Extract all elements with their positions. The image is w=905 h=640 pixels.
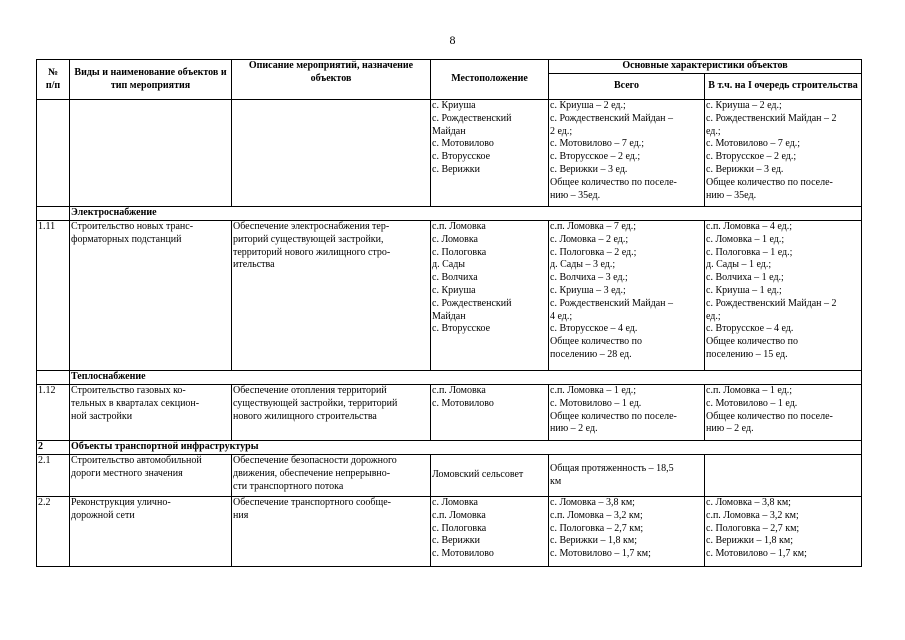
cell-line: с. Верижки – 3 ед. — [550, 163, 628, 175]
cell-line: форматорных подстанций — [71, 233, 182, 245]
cell-line: с. Пологовка – 2,7 км; — [550, 522, 644, 534]
cell-line: с. Верижки — [432, 535, 481, 547]
desc-cell — [232, 455, 431, 497]
total-cell — [549, 100, 705, 207]
table-row — [37, 100, 862, 207]
cell-line: территорий нового жилищного стро- — [233, 246, 391, 258]
cell-line: Реконструкция улично- — [71, 497, 171, 508]
cell-line: Общее количество по поселе- — [550, 410, 677, 422]
location-cell — [431, 100, 549, 207]
cell-line: с. Мотовилово – 7 ед.; — [706, 138, 801, 150]
total-cell — [549, 385, 705, 441]
row-number: 2 — [37, 441, 70, 455]
cell-line: с. Верижки – 3 ед. — [706, 163, 784, 175]
cell-line: ительства — [233, 259, 275, 271]
kind-cell — [70, 497, 232, 567]
cell-line: с. Ломовка — [432, 233, 478, 245]
header-location: Местоположение — [431, 60, 549, 100]
cell-line: дороги местного значения — [71, 467, 183, 479]
cell-line: д. Сады – 1 ед.; — [706, 259, 772, 271]
cell-line: поселению – 28 ед. — [550, 348, 632, 360]
cell-line: с. Криуша – 1 ед.; — [706, 284, 782, 296]
cell-line: с. Вторусское – 2 ед.; — [706, 151, 797, 163]
first-stage-cell — [705, 100, 862, 207]
header-first-stage: В т.ч. на I очередь строительства — [705, 74, 862, 100]
cell-line: нового жилищного строительства — [233, 410, 377, 422]
cell-line: ния — [233, 509, 249, 521]
cell-line: с. Ломовка – 3,8 км; — [706, 497, 791, 508]
cell-line: с.п. Ломовка – 4 ед.; — [706, 221, 793, 232]
cell-line: Строительство новых транс- — [71, 221, 194, 232]
cell-line: нию – 2 ед. — [706, 423, 754, 435]
cell-line: с. Мотовилово — [432, 548, 494, 560]
cell-line: риторий существующей застройки, — [233, 233, 384, 245]
cell-line: с. Вторусское – 2 ед.; — [550, 151, 641, 163]
cell-line: с. Криуша — [432, 284, 476, 296]
location-cell — [431, 385, 549, 441]
header-kind: Виды и наименование объектов и тип мероприятия — [70, 60, 232, 100]
kind-cell — [70, 221, 232, 371]
cell-line: с. Мотовилово – 1 ед. — [706, 397, 798, 409]
cell-line: с.п. Ломовка — [432, 385, 486, 396]
first-stage-cell — [705, 385, 862, 441]
cell-line: с. Ломовка – 3,8 км; — [550, 497, 635, 508]
cell-line: Общее количество по — [550, 336, 642, 348]
cell-line: с. Пологовка – 2,7 км; — [706, 522, 800, 534]
section-title: Объекты транспортной инфраструктуры — [70, 441, 862, 455]
cell-line: с.п. Ломовка – 7 ед.; — [550, 221, 637, 232]
section-title: Теплоснабжение — [70, 371, 862, 385]
header-main-characteristics: Основные характеристики объектов — [549, 60, 862, 74]
cell-line: с.п. Ломовка – 1 ед.; — [706, 385, 793, 396]
cell-line: с. Пологовка – 1 ед.; — [706, 246, 793, 258]
cell-line: с. Пологовка — [432, 246, 487, 258]
cell-line: с. Рождественский Майдан – — [550, 112, 674, 124]
cell-line: ед.; — [706, 310, 721, 322]
header-num: № п/п — [37, 60, 70, 100]
cell-line: с.п. Ломовка — [432, 221, 486, 232]
cell-line: д. Сады — [432, 259, 466, 271]
cell-line: с. Криуша – 3 ед.; — [550, 284, 626, 296]
total-cell — [549, 221, 705, 371]
cell-line: с. Ломовка — [432, 497, 478, 508]
cell-line: с.п. Ломовка – 1 ед.; — [550, 385, 637, 396]
cell-line: Обеспечение транспортного сообще- — [233, 497, 391, 508]
table-row — [37, 221, 862, 371]
desc-cell — [232, 221, 431, 371]
cell-line: с. Пологовка — [432, 522, 487, 534]
cell-line: с. Криуша – 2 ед.; — [706, 100, 782, 111]
cell-line: ной застройки — [71, 410, 133, 422]
desc-cell — [232, 385, 431, 441]
cell-line: с. Мотовилово – 1 ед. — [550, 397, 642, 409]
cell-line: д. Сады – 3 ед.; — [550, 259, 616, 271]
cell-line: 2 ед.; — [550, 125, 573, 137]
page-number: 8 — [449, 33, 456, 47]
cell-line: 4 ед.; — [550, 310, 573, 322]
cell-line: с. Вторусское — [432, 151, 491, 163]
cell-line: сти транспортного потока — [233, 480, 344, 492]
cell-line: Строительство автомобильной — [71, 455, 202, 466]
cell-line: с. Верижки – 1,8 км; — [550, 535, 637, 547]
cell-line: движения, обеспечение непрерывно- — [233, 467, 391, 479]
cell-line: Общее количество по поселе- — [706, 176, 833, 188]
cell-line: с. Верижки – 1,8 км; — [706, 535, 793, 547]
cell-line: с. Рождественский — [432, 112, 512, 124]
row-number: 2.1 — [37, 455, 70, 497]
kind-cell — [70, 455, 232, 497]
section-title: Электроснабжение — [70, 207, 862, 221]
cell-line: с. Вторусское — [432, 323, 491, 335]
cell-line: ед.; — [706, 125, 721, 137]
cell-line: с. Мотовилово — [432, 138, 494, 150]
cell-line: с. Рождественский Майдан – 2 — [706, 112, 837, 124]
first-stage-cell — [705, 497, 862, 567]
cell-line: Обеспечение электроснабжения тер- — [233, 221, 390, 232]
cell-line: км — [550, 475, 562, 487]
location-cell: Ломовский сельсовет — [431, 455, 549, 497]
cell-line: с. Рождественский Майдан – — [550, 297, 674, 309]
cell-line: тельных в кварталах секцион- — [71, 397, 200, 409]
cell-line: с. Рождественский — [432, 297, 512, 309]
location-cell — [431, 221, 549, 371]
cell-line: с.п. Ломовка — [432, 509, 486, 521]
cell-line: с. Пологовка – 2 ед.; — [550, 246, 637, 258]
cell-line: с. Верижки — [432, 163, 481, 175]
kind-cell — [70, 385, 232, 441]
row-number: 1.11 — [37, 221, 70, 371]
section-row — [37, 207, 862, 221]
cell-line: с. Вторусское – 4 ед. — [706, 323, 794, 335]
row-number: 1.12 — [37, 385, 70, 441]
cell-line: с. Криуша – 2 ед.; — [550, 100, 626, 111]
first-stage-cell — [705, 221, 862, 371]
cell-line: Строительство газовых ко- — [71, 385, 186, 396]
cell-line: с. Волчиха – 1 ед.; — [706, 272, 784, 284]
cell-line: Майдан — [432, 125, 466, 137]
cell-line: с.п. Ломовка – 3,2 км; — [550, 509, 643, 521]
total-cell — [549, 455, 705, 497]
cell-line: с. Вторусское – 4 ед. — [550, 323, 638, 335]
cell-line: с. Мотовилово – 7 ед.; — [550, 138, 645, 150]
cell-line: Общее количество по поселе- — [550, 176, 677, 188]
desc-cell — [232, 497, 431, 567]
cell-line: существующей застройки, территорий — [233, 397, 398, 409]
cell-line: нию – 35ед. — [706, 189, 757, 201]
cell-line: нию – 2 ед. — [550, 423, 598, 435]
section-row — [37, 441, 862, 455]
cell-line: Общее количество по поселе- — [706, 410, 833, 422]
cell-line: поселению – 15 ед. — [706, 348, 788, 360]
first-stage-cell — [705, 455, 862, 497]
location-cell — [431, 497, 549, 567]
cell-line: Майдан — [432, 310, 466, 322]
cell-line: с. Рождественский Майдан – 2 — [706, 297, 837, 309]
cell-line: Общее количество по — [706, 336, 798, 348]
cell-line: Обеспечение отопления территорий — [233, 385, 387, 396]
cell-line: Обеспечение безопасности дорожного — [233, 455, 397, 466]
cell-line: с. Криуша — [432, 100, 476, 111]
row-number: 2.2 — [37, 497, 70, 567]
header-total: Всего — [549, 74, 705, 100]
section-row — [37, 371, 862, 385]
cell-line: с.п. Ломовка – 3,2 км; — [706, 509, 799, 521]
table-row — [37, 497, 862, 567]
cell-line: с. Мотовилово — [432, 397, 494, 409]
cell-line: дорожной сети — [71, 509, 135, 521]
cell-line: нию – 35ед. — [550, 189, 601, 201]
table-row — [37, 455, 862, 497]
total-cell — [549, 497, 705, 567]
table-row — [37, 385, 862, 441]
cell-line: с. Волчиха — [432, 272, 478, 284]
cell-line: Общая протяженность – 18,5 — [550, 462, 674, 474]
cell-line: с. Мотовилово – 1,7 км; — [706, 548, 807, 560]
cell-line: с. Ломовка – 2 ед.; — [550, 233, 629, 245]
cell-line: с. Волчиха – 3 ед.; — [550, 272, 628, 284]
cell-line: с. Мотовилово – 1,7 км; — [550, 548, 651, 560]
cell-line: с. Ломовка – 1 ед.; — [706, 233, 785, 245]
objects-table — [36, 59, 862, 567]
header-desc: Описание мероприятий, назначение объектов — [232, 60, 431, 100]
